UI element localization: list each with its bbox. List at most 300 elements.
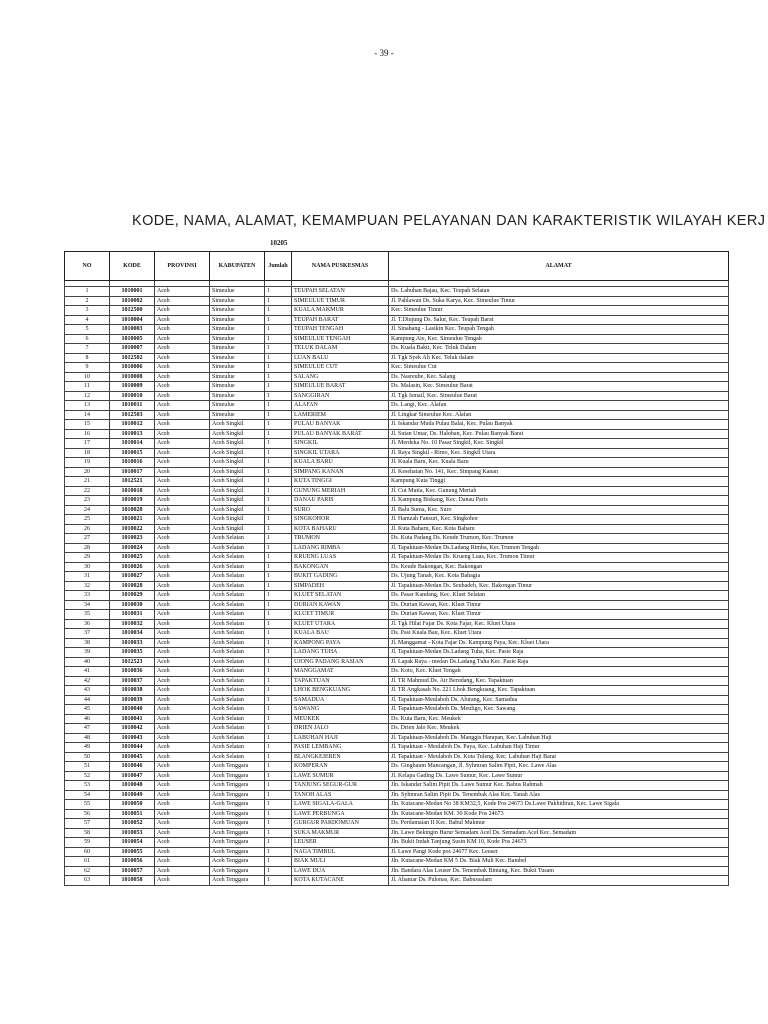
cell-alamat: Jl. Kesehatan No. 141, Kec. Simpang Kanan <box>389 467 729 477</box>
table-row <box>65 828 729 838</box>
cell-no: 19 <box>65 458 110 468</box>
cell-alamat: Ds. Ujung Tanah, Kec. Kota Bahagia <box>389 572 729 582</box>
cell-no: 32 <box>65 581 110 591</box>
cell-provinsi: Aceh <box>155 296 210 306</box>
cell-alamat: Kampung Kuta Tinggi <box>389 477 729 487</box>
cell-kode: 1010001 <box>110 287 155 297</box>
cell-kabupaten: Aceh Singkil <box>210 448 265 458</box>
cell-nama-puskesmas: LAWE DUA <box>292 866 389 876</box>
table-row <box>65 486 729 496</box>
cell-no: 17 <box>65 439 110 449</box>
cell-alamat: Jln. Lawe Bekingin Harur Semadam Acel Ds. Semadam Acel Kec. Semadam <box>389 828 729 838</box>
table-row <box>65 838 729 848</box>
table-row <box>65 306 729 316</box>
cell-provinsi: Aceh <box>155 714 210 724</box>
cell-kode: 1010056 <box>110 857 155 867</box>
cell-jumlah: 1 <box>265 363 292 373</box>
cell-nama-puskesmas: KUALA BAU <box>292 629 389 639</box>
cell-no: 10 <box>65 372 110 382</box>
cell-no: 28 <box>65 543 110 553</box>
cell-kabupaten: Simeulue <box>210 391 265 401</box>
cell-kode: 1010035 <box>110 648 155 658</box>
cell-provinsi: Aceh <box>155 857 210 867</box>
cell-kode: 1010025 <box>110 553 155 563</box>
cell-nama-puskesmas: MEUKEK <box>292 714 389 724</box>
cell-nama-puskesmas: DANAU PARIS <box>292 496 389 506</box>
table-row <box>65 439 729 449</box>
cell-kode: 1010031 <box>110 610 155 620</box>
cell-no: 55 <box>65 800 110 810</box>
table-row <box>65 752 729 762</box>
cell-nama-puskesmas: LAMERIEM <box>292 410 389 420</box>
cell-no: 50 <box>65 752 110 762</box>
cell-kabupaten: Simeulue <box>210 372 265 382</box>
cell-jumlah: 1 <box>265 762 292 772</box>
cell-kabupaten: Simeulue <box>210 353 265 363</box>
table-row <box>65 648 729 658</box>
cell-kabupaten: Aceh Tenggara <box>210 847 265 857</box>
cell-nama-puskesmas: SAWANG <box>292 705 389 715</box>
cell-nama-puskesmas: LEUSER <box>292 838 389 848</box>
table-row <box>65 296 729 306</box>
cell-provinsi: Aceh <box>155 515 210 525</box>
cell-kode: 1010012 <box>110 420 155 430</box>
cell-provinsi: Aceh <box>155 334 210 344</box>
cell-kabupaten: Aceh Selatan <box>210 657 265 667</box>
cell-kabupaten: Aceh Selatan <box>210 610 265 620</box>
cell-jumlah: 1 <box>265 382 292 392</box>
cell-kode: 1010057 <box>110 866 155 876</box>
cell-kabupaten: Aceh Selatan <box>210 733 265 743</box>
cell-no: 38 <box>65 638 110 648</box>
cell-alamat: Jl. Tapaktuan - Meulaboh Ds. Kota Tuleng, Kec. Labuhan Haji Barat <box>389 752 729 762</box>
cell-kabupaten: Aceh Selatan <box>210 714 265 724</box>
cell-nama-puskesmas: ALAFAN <box>292 401 389 411</box>
cell-alamat: Kec. Simeulue Cut <box>389 363 729 373</box>
cell-kabupaten: Aceh Singkil <box>210 505 265 515</box>
cell-jumlah: 1 <box>265 448 292 458</box>
cell-provinsi: Aceh <box>155 705 210 715</box>
cell-provinsi: Aceh <box>155 657 210 667</box>
table-row <box>65 857 729 867</box>
cell-no: 41 <box>65 667 110 677</box>
cell-kode: 1010010 <box>110 391 155 401</box>
cell-alamat: Kec. Simeulue Timur <box>389 306 729 316</box>
table-row <box>65 695 729 705</box>
cell-alamat: Jln. Iskandar Salim Pipit Ds. Lawe Sumur Kec. Babus Rahmah <box>389 781 729 791</box>
cell-kabupaten: Aceh Selatan <box>210 752 265 762</box>
col-header-provinsi: PROVINSI <box>155 252 210 281</box>
cell-kode: 1010018 <box>110 486 155 496</box>
cell-jumlah: 1 <box>265 686 292 696</box>
table-row <box>65 847 729 857</box>
cell-jumlah: 1 <box>265 562 292 572</box>
cell-kode: 1010034 <box>110 629 155 639</box>
cell-kabupaten: Aceh Singkil <box>210 524 265 534</box>
cell-provinsi: Aceh <box>155 619 210 629</box>
cell-no: 54 <box>65 790 110 800</box>
cell-jumlah: 1 <box>265 648 292 658</box>
cell-alamat: Ds. Durian Kawan, Kec. Kluet Timur <box>389 610 729 620</box>
cell-provinsi: Aceh <box>155 876 210 886</box>
table-row <box>65 420 729 430</box>
cell-provinsi: Aceh <box>155 771 210 781</box>
cell-jumlah: 1 <box>265 496 292 506</box>
table-row <box>65 667 729 677</box>
cell-kode: 1010021 <box>110 515 155 525</box>
cell-alamat: Ds. Kuta Baru, Kec. Meukek <box>389 714 729 724</box>
cell-kode: 1010037 <box>110 676 155 686</box>
cell-alamat: Jl. TR Angkasah No. 221 Lhok Bengkuang, Kec. Tapaktuan <box>389 686 729 696</box>
cell-provinsi: Aceh <box>155 391 210 401</box>
cell-no: 27 <box>65 534 110 544</box>
cell-kabupaten: Simeulue <box>210 296 265 306</box>
cell-kabupaten: Aceh Singkil <box>210 439 265 449</box>
cell-no: 39 <box>65 648 110 658</box>
cell-nama-puskesmas: KOTA BAHARU <box>292 524 389 534</box>
cell-alamat: Jl. Kelapa Gading Ds. Lawe Sumur, Kec. Lawe Sumur <box>389 771 729 781</box>
cell-kabupaten: Aceh Singkil <box>210 515 265 525</box>
cell-alamat: Jln. Kutacane-Medan No 38 KM32,5, Kode Pos 24673 Ds.Lawe Pakhidiran, Kec. Lawe Sigala <box>389 800 729 810</box>
cell-kode: 1010008 <box>110 372 155 382</box>
table-body <box>65 281 729 886</box>
cell-kode: 1010009 <box>110 382 155 392</box>
col-header-kode: KODE <box>110 252 155 281</box>
cell-alamat: Jl. Cut Mutia, Kec. Gunung Meriah <box>389 486 729 496</box>
cell-provinsi: Aceh <box>155 581 210 591</box>
cell-jumlah: 1 <box>265 610 292 620</box>
cell-kode: 1010045 <box>110 752 155 762</box>
table-row <box>65 363 729 373</box>
cell-kode: 1010020 <box>110 505 155 515</box>
cell-kabupaten: Aceh Selatan <box>210 648 265 658</box>
cell-provinsi: Aceh <box>155 410 210 420</box>
table-row <box>65 686 729 696</box>
cell-provinsi: Aceh <box>155 524 210 534</box>
cell-alamat: Jl. Tapaktuan-Medan Ds. Seubadeh, Kec. Bakongan Timur <box>389 581 729 591</box>
cell-provinsi: Aceh <box>155 828 210 838</box>
col-header-jumlah: Jumlah <box>265 252 292 281</box>
cell-nama-puskesmas: BUKIT GADING <box>292 572 389 582</box>
cell-nama-puskesmas: TEUPAH SELATAN <box>292 287 389 297</box>
cell-jumlah: 1 <box>265 429 292 439</box>
cell-provinsi: Aceh <box>155 838 210 848</box>
cell-kode: 1010053 <box>110 828 155 838</box>
cell-nama-puskesmas: MANGGAMAT <box>292 667 389 677</box>
cell-kode: 1010016 <box>110 458 155 468</box>
cell-jumlah: 1 <box>265 790 292 800</box>
table-row <box>65 781 729 791</box>
table-row <box>65 790 729 800</box>
cell-kode: 1010007 <box>110 344 155 354</box>
cell-alamat: Jln. Syhmran Salim Pipit Ds. Tenembak Alas Kec. Tanah Alas <box>389 790 729 800</box>
cell-jumlah: 1 <box>265 325 292 335</box>
cell-no: 20 <box>65 467 110 477</box>
cell-alamat: Jl. Lingkar Simeulue Kec. Alafan <box>389 410 729 420</box>
cell-provinsi: Aceh <box>155 572 210 582</box>
cell-kabupaten: Aceh Tenggara <box>210 809 265 819</box>
cell-no: 47 <box>65 724 110 734</box>
cell-no: 60 <box>65 847 110 857</box>
cell-jumlah: 1 <box>265 591 292 601</box>
table-row <box>65 353 729 363</box>
cell-kabupaten: Simeulue <box>210 315 265 325</box>
cell-alamat: Ds. Pasi Kuala Bau, Kec. Kluet Utara <box>389 629 729 639</box>
cell-nama-puskesmas: LHOK BENGKUANG <box>292 686 389 696</box>
cell-kode: 1010006 <box>110 363 155 373</box>
cell-no: 14 <box>65 410 110 420</box>
cell-no: 16 <box>65 429 110 439</box>
cell-provinsi: Aceh <box>155 648 210 658</box>
cell-provinsi: Aceh <box>155 382 210 392</box>
cell-alamat: Ds. Nasreuhe, Kec. Salang <box>389 372 729 382</box>
cell-nama-puskesmas: TAPAKTUAN <box>292 676 389 686</box>
cell-alamat: Jln. Kutacane-Medan KM 5 Ds. Biak Muli Kec. Bambel <box>389 857 729 867</box>
cell-nama-puskesmas: KLUET SELATAN <box>292 591 389 601</box>
cell-provinsi: Aceh <box>155 534 210 544</box>
cell-provinsi: Aceh <box>155 695 210 705</box>
cell-jumlah: 1 <box>265 600 292 610</box>
table-row <box>65 800 729 810</box>
table-row <box>65 771 729 781</box>
table-row <box>65 515 729 525</box>
cell-nama-puskesmas: SAMADUA <box>292 695 389 705</box>
table-row <box>65 610 729 620</box>
cell-kode: 1010052 <box>110 819 155 829</box>
table-row <box>65 876 729 886</box>
table-row <box>65 401 729 411</box>
cell-kabupaten: Aceh Tenggara <box>210 781 265 791</box>
cell-jumlah: 1 <box>265 372 292 382</box>
cell-jumlah: 1 <box>265 467 292 477</box>
cell-jumlah: 1 <box>265 771 292 781</box>
cell-jumlah: 1 <box>265 876 292 886</box>
cell-kode: 1010046 <box>110 762 155 772</box>
cell-no: 33 <box>65 591 110 601</box>
cell-kode: 1010015 <box>110 448 155 458</box>
cell-jumlah: 1 <box>265 344 292 354</box>
year-label: 10205 <box>270 239 288 247</box>
cell-provinsi: Aceh <box>155 610 210 620</box>
cell-no: 9 <box>65 363 110 373</box>
cell-nama-puskesmas: SIMEULUE CUT <box>292 363 389 373</box>
cell-no: 59 <box>65 838 110 848</box>
cell-kabupaten: Simeulue <box>210 410 265 420</box>
cell-kabupaten: Aceh Selatan <box>210 667 265 677</box>
cell-jumlah: 1 <box>265 733 292 743</box>
cell-alamat: Jl. Kuta Baharu, Kec. Kota Baharu <box>389 524 729 534</box>
table-row <box>65 410 729 420</box>
cell-kode: 1010022 <box>110 524 155 534</box>
cell-nama-puskesmas: LAWE SUMUR <box>292 771 389 781</box>
cell-provinsi: Aceh <box>155 505 210 515</box>
cell-alamat: Ds. Langi, Kec. Alafan <box>389 401 729 411</box>
cell-kode: 1012523 <box>110 657 155 667</box>
cell-alamat: Jl. Tapaktuan-Medan Ds.Ladang Rimba, Kec.Trumon Tengah <box>389 543 729 553</box>
cell-jumlah: 1 <box>265 515 292 525</box>
cell-alamat: Jl. Balu Suma, Kec. Suro <box>389 505 729 515</box>
table-row <box>65 344 729 354</box>
cell-kabupaten: Aceh Selatan <box>210 534 265 544</box>
cell-no: 12 <box>65 391 110 401</box>
table-row <box>65 458 729 468</box>
cell-kabupaten: Aceh Tenggara <box>210 828 265 838</box>
cell-kabupaten: Aceh Selatan <box>210 676 265 686</box>
cell-kabupaten: Aceh Selatan <box>210 562 265 572</box>
cell-jumlah: 1 <box>265 714 292 724</box>
cell-no: 52 <box>65 771 110 781</box>
cell-kabupaten: Simeulue <box>210 344 265 354</box>
cell-nama-puskesmas: LAWE PERBUNGA <box>292 809 389 819</box>
cell-kabupaten: Aceh Singkil <box>210 496 265 506</box>
cell-kabupaten: Aceh Selatan <box>210 695 265 705</box>
cell-kode: 1012503 <box>110 410 155 420</box>
cell-no: 13 <box>65 401 110 411</box>
cell-alamat: Jl. Sinabang - Lasikin Kec. Teupah Tengah <box>389 325 729 335</box>
cell-no: 51 <box>65 762 110 772</box>
cell-provinsi: Aceh <box>155 743 210 753</box>
cell-alamat: Jl. Tapaktuan-Meulaboh Ds. Meuligo, Kec. Sawang <box>389 705 729 715</box>
table-row <box>65 619 729 629</box>
cell-nama-puskesmas: LAWE SIGALA-GALA <box>292 800 389 810</box>
cell-no: 37 <box>65 629 110 639</box>
cell-nama-puskesmas: SIMEULUE TENGAH <box>292 334 389 344</box>
cell-alamat: Ds. Drien Jalo Kec. Meukek <box>389 724 729 734</box>
cell-provinsi: Aceh <box>155 724 210 734</box>
cell-no: 53 <box>65 781 110 791</box>
table-row <box>65 733 729 743</box>
cell-nama-puskesmas: PASIE LEMBANG <box>292 743 389 753</box>
cell-no: 6 <box>65 334 110 344</box>
cell-kabupaten: Aceh Selatan <box>210 638 265 648</box>
cell-alamat: Jl. Raya Singkil - Rimo, Kec. Singkil Utara <box>389 448 729 458</box>
cell-no: 23 <box>65 496 110 506</box>
cell-nama-puskesmas: DRIEN JALO <box>292 724 389 734</box>
cell-nama-puskesmas: TELUK DALAM <box>292 344 389 354</box>
table-row <box>65 477 729 487</box>
col-header-alamat: ALAMAT <box>389 252 729 281</box>
cell-nama-puskesmas: SUKA MAKMUR <box>292 828 389 838</box>
cell-nama-puskesmas: SANGGIRAN <box>292 391 389 401</box>
cell-no: 46 <box>65 714 110 724</box>
cell-provinsi: Aceh <box>155 496 210 506</box>
cell-nama-puskesmas: KUALA BARU <box>292 458 389 468</box>
table-header-row <box>65 252 729 281</box>
cell-provinsi: Aceh <box>155 562 210 572</box>
cell-provinsi: Aceh <box>155 781 210 791</box>
cell-kode: 1010049 <box>110 790 155 800</box>
cell-alamat: Jl. Lapak Raya - medan Ds.Ladang Tuha Kec. Pasie Raja <box>389 657 729 667</box>
cell-kabupaten: Simeulue <box>210 363 265 373</box>
cell-jumlah: 1 <box>265 477 292 487</box>
cell-kode: 1010040 <box>110 705 155 715</box>
cell-alamat: Ds. Kuta Padang Ds. Keude Trumon, Kec. Trumon <box>389 534 729 544</box>
cell-alamat: Jl. Tapaktuan-Meulaboh Ds. Manggis Harapan, Kec. Labuhan Haji <box>389 733 729 743</box>
cell-jumlah: 1 <box>265 553 292 563</box>
cell-nama-puskesmas: LABUHAN HAJI <box>292 733 389 743</box>
cell-no: 57 <box>65 819 110 829</box>
cell-no: 44 <box>65 695 110 705</box>
cell-alamat: Jl. Kuala Baru, Kec. Kuala Baru <box>389 458 729 468</box>
cell-jumlah: 1 <box>265 543 292 553</box>
cell-jumlah: 1 <box>265 410 292 420</box>
table-row <box>65 705 729 715</box>
cell-alamat: Ds. Ginghaum Mancangan, Jl. Syhmran Salim Pipit, Kec. Lawe Alas <box>389 762 729 772</box>
cell-no: 49 <box>65 743 110 753</box>
cell-jumlah: 1 <box>265 705 292 715</box>
cell-kabupaten: Aceh Selatan <box>210 629 265 639</box>
cell-no: 18 <box>65 448 110 458</box>
cell-alamat: Jl. Tapaktuan - Meulaboh Ds. Paya, Kec. Labuhan Haji Timur <box>389 743 729 753</box>
cell-nama-puskesmas: SIMEULUE TIMUR <box>292 296 389 306</box>
table-row <box>65 315 729 325</box>
cell-alamat: Ds. Durian Kawan, Kec. Kluet Timur <box>389 600 729 610</box>
cell-provinsi: Aceh <box>155 800 210 810</box>
table-row <box>65 676 729 686</box>
cell-provinsi: Aceh <box>155 543 210 553</box>
cell-jumlah: 1 <box>265 857 292 867</box>
cell-jumlah: 1 <box>265 781 292 791</box>
table-row <box>65 762 729 772</box>
cell-no: 5 <box>65 325 110 335</box>
cell-kabupaten: Aceh Singkil <box>210 429 265 439</box>
cell-jumlah: 1 <box>265 420 292 430</box>
table-row <box>65 724 729 734</box>
cell-kabupaten: Aceh Tenggara <box>210 790 265 800</box>
cell-kabupaten: Aceh Selatan <box>210 619 265 629</box>
cell-provinsi: Aceh <box>155 439 210 449</box>
table-row <box>65 553 729 563</box>
cell-alamat: Jl. Tapaktuan-Medan Ds. Krueng Luas, Kec. Trumon Timur <box>389 553 729 563</box>
cell-kabupaten: Simeulue <box>210 287 265 297</box>
cell-jumlah: 1 <box>265 828 292 838</box>
cell-nama-puskesmas: KAMPONG PAYA <box>292 638 389 648</box>
cell-alamat: Ds. Perdamaian II Kec. Babul Makmur <box>389 819 729 829</box>
cell-alamat: Jl. Hamzah Fansuri, Kec. Singkohor <box>389 515 729 525</box>
table-row <box>65 638 729 648</box>
table-row <box>65 866 729 876</box>
col-header-nama-puskesmas: NAMA PUSKESMAS <box>292 252 389 281</box>
cell-jumlah: 1 <box>265 505 292 515</box>
cell-nama-puskesmas: KUALA MAKMUR <box>292 306 389 316</box>
cell-provinsi: Aceh <box>155 790 210 800</box>
table-row <box>65 334 729 344</box>
cell-kabupaten: Aceh Selatan <box>210 591 265 601</box>
cell-kode: 1010047 <box>110 771 155 781</box>
cell-kabupaten: Aceh Selatan <box>210 600 265 610</box>
cell-alamat: Jl. Iskandar Muda Pulau Balai, Kec. Pulau Banyak <box>389 420 729 430</box>
cell-provinsi: Aceh <box>155 486 210 496</box>
cell-provinsi: Aceh <box>155 762 210 772</box>
cell-no: 43 <box>65 686 110 696</box>
cell-nama-puskesmas: SIMEULUE BARAT <box>292 382 389 392</box>
cell-kabupaten: Aceh Singkil <box>210 458 265 468</box>
cell-provinsi: Aceh <box>155 629 210 639</box>
cell-no: 40 <box>65 657 110 667</box>
cell-provinsi: Aceh <box>155 372 210 382</box>
cell-provinsi: Aceh <box>155 847 210 857</box>
cell-alamat: Jln. Bandara Alas Leuser Ds. Tenembak Bintang, Kec. Bukit Tusam <box>389 866 729 876</box>
cell-alamat: Jl. Lawe Pangi Kode pos 24677 Kec. Leuser <box>389 847 729 857</box>
cell-jumlah: 1 <box>265 619 292 629</box>
cell-no: 2 <box>65 296 110 306</box>
cell-provinsi: Aceh <box>155 667 210 677</box>
cell-alamat: Ds. Koto, Kec. Kluet Tengah <box>389 667 729 677</box>
cell-provinsi: Aceh <box>155 733 210 743</box>
cell-provinsi: Aceh <box>155 325 210 335</box>
cell-kabupaten: Aceh Singkil <box>210 477 265 487</box>
cell-nama-puskesmas: SALANG <box>292 372 389 382</box>
